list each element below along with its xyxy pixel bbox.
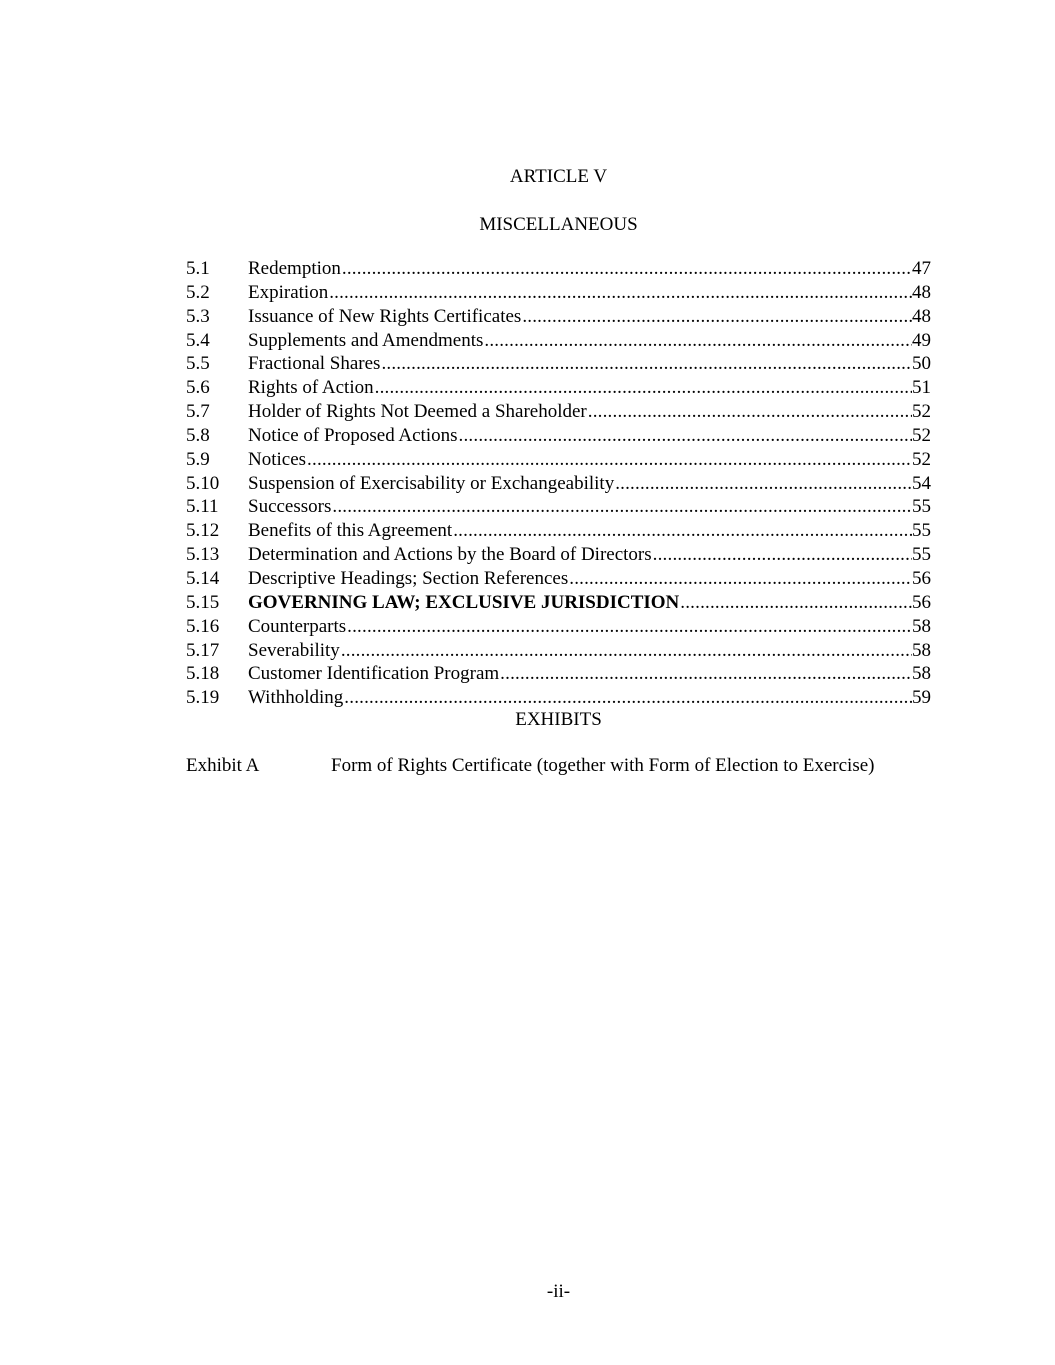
toc-page-number: 48 <box>912 305 931 327</box>
toc-page-number: 56 <box>912 591 931 613</box>
toc-section-title: Severability <box>248 639 340 661</box>
dot-leader <box>569 567 912 591</box>
toc-page-number: 52 <box>912 448 931 470</box>
toc-row-5-9 <box>186 448 931 472</box>
toc-row-5-1 <box>186 257 931 281</box>
toc-section-number: 5.17 <box>186 639 220 661</box>
toc-section-number: 5.15 <box>186 591 220 613</box>
toc-page-number: 58 <box>912 639 931 661</box>
dot-leader <box>341 639 912 663</box>
exhibit-description: Form of Rights Certificate (together with Form of Election to Exercise) <box>331 755 875 776</box>
toc-section-number: 5.12 <box>186 520 220 542</box>
dot-leader <box>329 281 912 305</box>
toc-section-title: Counterparts <box>248 615 347 637</box>
toc-page-number: 52 <box>912 424 931 446</box>
article-heading: ARTICLE V <box>509 166 608 187</box>
toc-section-title: Descriptive Headings; Section References <box>248 567 569 589</box>
toc-row-5-8 <box>186 424 931 448</box>
dot-leader <box>347 615 912 639</box>
toc-section-number: 5.16 <box>186 615 220 637</box>
toc-section-title: Redemption <box>248 258 341 279</box>
exhibits-heading: EXHIBITS <box>515 709 602 730</box>
toc-section-number: 5.10 <box>186 472 220 494</box>
dot-leader <box>653 543 912 567</box>
dot-leader <box>344 686 912 710</box>
toc-section-number: 5.13 <box>186 544 220 566</box>
toc-page-number: 54 <box>912 472 931 494</box>
toc-section-title: Supplements and Amendments <box>248 329 484 351</box>
table-of-contents <box>186 257 931 710</box>
toc-page-number: 56 <box>912 567 931 589</box>
toc-page-number: 55 <box>912 544 931 566</box>
toc-section-title: Notice of Proposed Actions <box>248 424 458 446</box>
toc-row-5-16 <box>186 615 931 639</box>
exhibit-a-row <box>186 755 946 777</box>
toc-page-number: 58 <box>912 663 931 685</box>
toc-section-title: Issuance of New Rights Certificates <box>248 305 522 327</box>
toc-page-number: 58 <box>912 615 931 637</box>
toc-row-5-10 <box>186 472 931 496</box>
toc-section-title: Determination and Actions by the Board of Directors <box>248 544 652 566</box>
dot-leader <box>680 591 912 615</box>
toc-section-title: Expiration <box>248 281 329 303</box>
toc-page-number: 55 <box>912 496 931 518</box>
toc-section-title: Fractional Shares <box>248 353 381 375</box>
dot-leader <box>615 472 912 496</box>
dot-leader <box>342 257 912 281</box>
toc-section-number: 5.2 <box>186 281 210 303</box>
toc-page-number: 52 <box>912 401 931 423</box>
toc-page-number: 55 <box>912 520 931 542</box>
toc-section-number: 5.1 <box>186 258 210 279</box>
toc-section-title: Successors <box>248 496 332 518</box>
toc-section-number: 5.9 <box>186 448 210 470</box>
toc-page-number: 47 <box>912 258 931 279</box>
toc-row-5-19 <box>186 686 931 710</box>
toc-section-number: 5.6 <box>186 377 210 399</box>
toc-section-title: Notices <box>248 448 307 470</box>
toc-section-number: 5.11 <box>186 496 219 518</box>
toc-row-5-2 <box>186 281 931 305</box>
toc-section-title: Withholding <box>248 687 344 709</box>
dot-leader <box>484 329 912 353</box>
toc-section-number: 5.19 <box>186 687 220 709</box>
toc-section-title: Rights of Action <box>248 377 374 399</box>
toc-page-number: 59 <box>912 687 931 709</box>
toc-row-5-11 <box>186 495 931 519</box>
article-title: MISCELLANEOUS <box>479 214 638 235</box>
toc-section-number: 5.7 <box>186 401 210 423</box>
toc-section-number: 5.5 <box>186 353 210 375</box>
dot-leader <box>522 305 912 329</box>
toc-section-title: GOVERNING LAW; EXCLUSIVE JURISDICTION <box>248 591 680 613</box>
toc-section-number: 5.8 <box>186 424 210 446</box>
toc-section-title: Holder of Rights Not Deemed a Shareholder <box>248 401 587 423</box>
dot-leader <box>588 400 912 424</box>
toc-section-number: 5.18 <box>186 663 220 685</box>
dot-leader <box>375 376 912 400</box>
page-number: -ii- <box>546 1281 571 1302</box>
toc-row-5-14 <box>186 567 931 591</box>
toc-row-5-3 <box>186 305 931 329</box>
toc-section-title: Suspension of Exercisability or Exchangeability <box>248 472 615 494</box>
toc-section-number: 5.14 <box>186 567 220 589</box>
dot-leader <box>332 495 912 519</box>
toc-row-5-7 <box>186 400 931 424</box>
toc-section-number: 5.3 <box>186 305 210 327</box>
dot-leader <box>500 662 912 686</box>
toc-row-5-6 <box>186 376 931 400</box>
toc-row-5-5 <box>186 352 931 376</box>
toc-row-5-12 <box>186 519 931 543</box>
dot-leader <box>453 519 912 543</box>
dot-leader <box>459 424 912 448</box>
toc-row-5-15 <box>186 591 931 615</box>
toc-row-5-18 <box>186 662 931 686</box>
toc-row-5-4 <box>186 329 931 353</box>
toc-section-title: Benefits of this Agreement <box>248 520 453 542</box>
toc-section-title: Customer Identification Program <box>248 663 500 685</box>
toc-page-number: 49 <box>912 329 931 351</box>
toc-section-number: 5.4 <box>186 329 210 351</box>
dot-leader <box>381 352 912 376</box>
toc-row-5-17 <box>186 639 931 663</box>
toc-page-number: 51 <box>912 377 931 399</box>
toc-row-5-13 <box>186 543 931 567</box>
exhibit-label: Exhibit A <box>186 755 260 776</box>
toc-page-number: 50 <box>912 353 931 375</box>
toc-page-number: 48 <box>912 281 931 303</box>
dot-leader <box>307 448 912 472</box>
